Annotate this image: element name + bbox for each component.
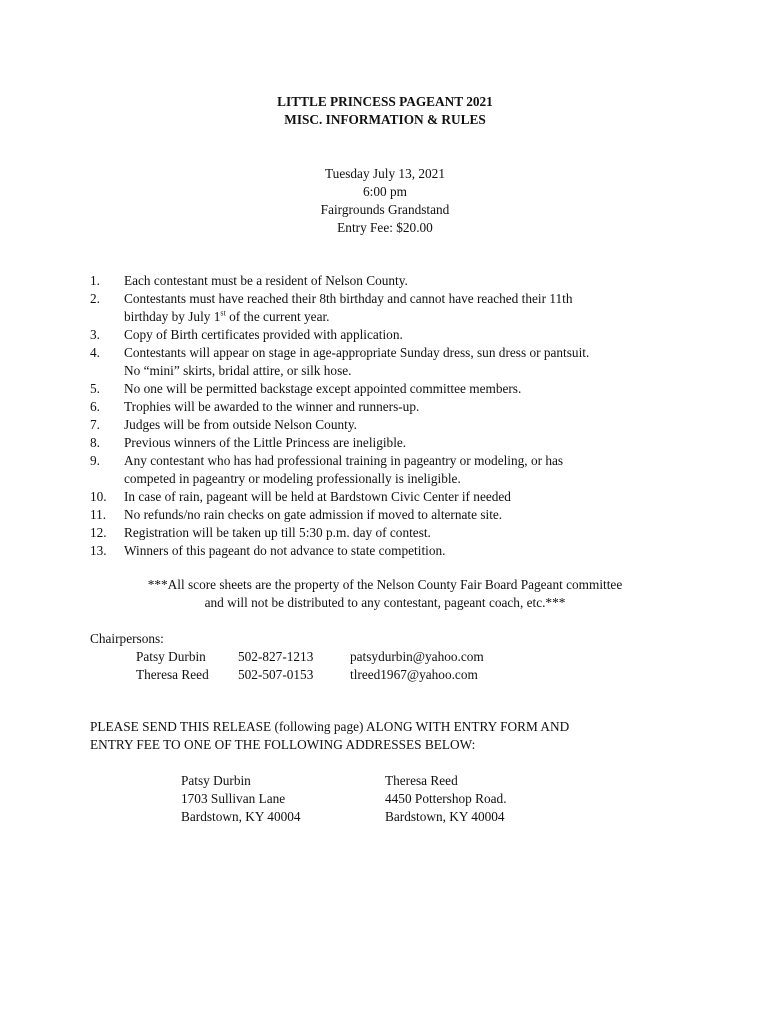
rule-number: 2. [90, 291, 100, 306]
document-subtitle: MISC. INFORMATION & RULES [284, 112, 486, 127]
address-block [385, 772, 589, 826]
rule-text [124, 344, 680, 380]
rule-item [90, 290, 680, 326]
rule-text [124, 452, 680, 488]
chairperson-name: Theresa Reed [136, 667, 209, 682]
rule-item [90, 416, 680, 434]
address-street: 4450 Pottershop Road. [385, 791, 507, 806]
rule-number: 13. [90, 543, 107, 558]
chairpersons-section [90, 630, 690, 684]
submission-instructions [90, 718, 690, 754]
event-fee: Entry Fee: $20.00 [337, 220, 433, 235]
rule-text-line2b: of the current year. [225, 309, 330, 324]
chairperson-phone: 502-827-1213 [238, 649, 314, 664]
event-details [0, 165, 770, 237]
title-block [0, 93, 770, 129]
rule-text: Winners of this pageant do not advance to state competition. [124, 543, 446, 558]
rule-text: Copy of Birth certificates provided with application. [124, 327, 403, 342]
rule-text: Previous winners of the Little Princess are ineligible. [124, 435, 407, 450]
event-time: 6:00 pm [363, 184, 407, 199]
rule-text-superscript: st [220, 308, 226, 318]
rule-item [90, 506, 680, 524]
rule-text: Judges will be from outside Nelson County. [124, 417, 357, 432]
rule-number: 4. [90, 345, 100, 360]
rule-number: 7. [90, 417, 100, 432]
rule-text-line1: Contestants will appear on stage in age-appropriate Sunday dress, sun dress or pantsuit. [124, 345, 590, 360]
note-line1: ***All score sheets are the property of the Nelson County Fair Board Pageant committee [147, 577, 623, 592]
rule-text-line1: Any contestant who has had professional training in pageantry or modeling, or has [124, 453, 564, 468]
note-line2: and will not be distributed to any contestant, pageant coach, etc.*** [204, 595, 566, 610]
address-name: Theresa Reed [385, 773, 458, 788]
rule-number: 1. [90, 273, 100, 288]
address-street: 1703 Sullivan Lane [181, 791, 286, 806]
document-title: LITTLE PRINCESS PAGEANT 2021 [277, 94, 493, 109]
rules-list [90, 272, 680, 560]
score-sheet-note [0, 576, 770, 612]
rule-item [90, 488, 680, 506]
rule-text: Registration will be taken up till 5:30 p.m. day of contest. [124, 525, 431, 540]
rule-item [90, 398, 680, 416]
rule-text: No one will be permitted backstage except appointed committee members. [124, 381, 522, 396]
instructions-line2: ENTRY FEE TO ONE OF THE FOLLOWING ADDRESSES BELOW: [90, 737, 476, 752]
rule-text: Trophies will be awarded to the winner and runners-up. [124, 399, 420, 414]
rule-text-line2a: birthday by July 1 [124, 309, 221, 324]
rule-text: In case of rain, pageant will be held at Bardstown Civic Center if needed [124, 489, 511, 504]
rule-text: No refunds/no rain checks on gate admission if moved to alternate site. [124, 507, 503, 522]
rule-item [90, 326, 680, 344]
rule-number: 5. [90, 381, 100, 396]
rule-item [90, 452, 680, 488]
rule-number: 9. [90, 453, 100, 468]
chairperson-row [90, 666, 690, 684]
rule-item [90, 344, 680, 380]
rule-number: 11. [90, 507, 107, 522]
chairperson-email: patsydurbin@yahoo.com [350, 649, 484, 664]
address-city: Bardstown, KY 40004 [385, 809, 505, 824]
event-location: Fairgrounds Grandstand [320, 202, 450, 217]
rule-text: Each contestant must be a resident of Nelson County. [124, 273, 408, 288]
mailing-addresses [181, 772, 681, 826]
rule-text [124, 290, 680, 326]
rule-text-line2: competed in pageantry or modeling professionally is ineligible. [124, 471, 461, 486]
address-city: Bardstown, KY 40004 [181, 809, 301, 824]
rule-item [90, 542, 680, 560]
address-name: Patsy Durbin [181, 773, 251, 788]
rule-item [90, 434, 680, 452]
rule-number: 3. [90, 327, 100, 342]
chairperson-row [90, 648, 690, 666]
rule-text-line1: Contestants must have reached their 8th birthday and cannot have reached their 11th [124, 291, 573, 306]
address-block [181, 772, 385, 826]
chairperson-name: Patsy Durbin [136, 649, 206, 664]
chairperson-email: tlreed1967@yahoo.com [350, 667, 478, 682]
chairpersons-label: Chairpersons: [90, 631, 164, 646]
chairperson-phone: 502-507-0153 [238, 667, 314, 682]
rule-item [90, 272, 680, 290]
rule-number: 10. [90, 489, 107, 504]
rule-number: 12. [90, 525, 107, 540]
rule-item [90, 380, 680, 398]
event-date: Tuesday July 13, 2021 [325, 166, 445, 181]
rule-number: 8. [90, 435, 100, 450]
rule-text-line2: No “mini” skirts, bridal attire, or silk hose. [124, 363, 352, 378]
instructions-line1: PLEASE SEND THIS RELEASE (following page) ALONG WITH ENTRY FORM AND [90, 719, 570, 734]
rule-item [90, 524, 680, 542]
rule-number: 6. [90, 399, 100, 414]
